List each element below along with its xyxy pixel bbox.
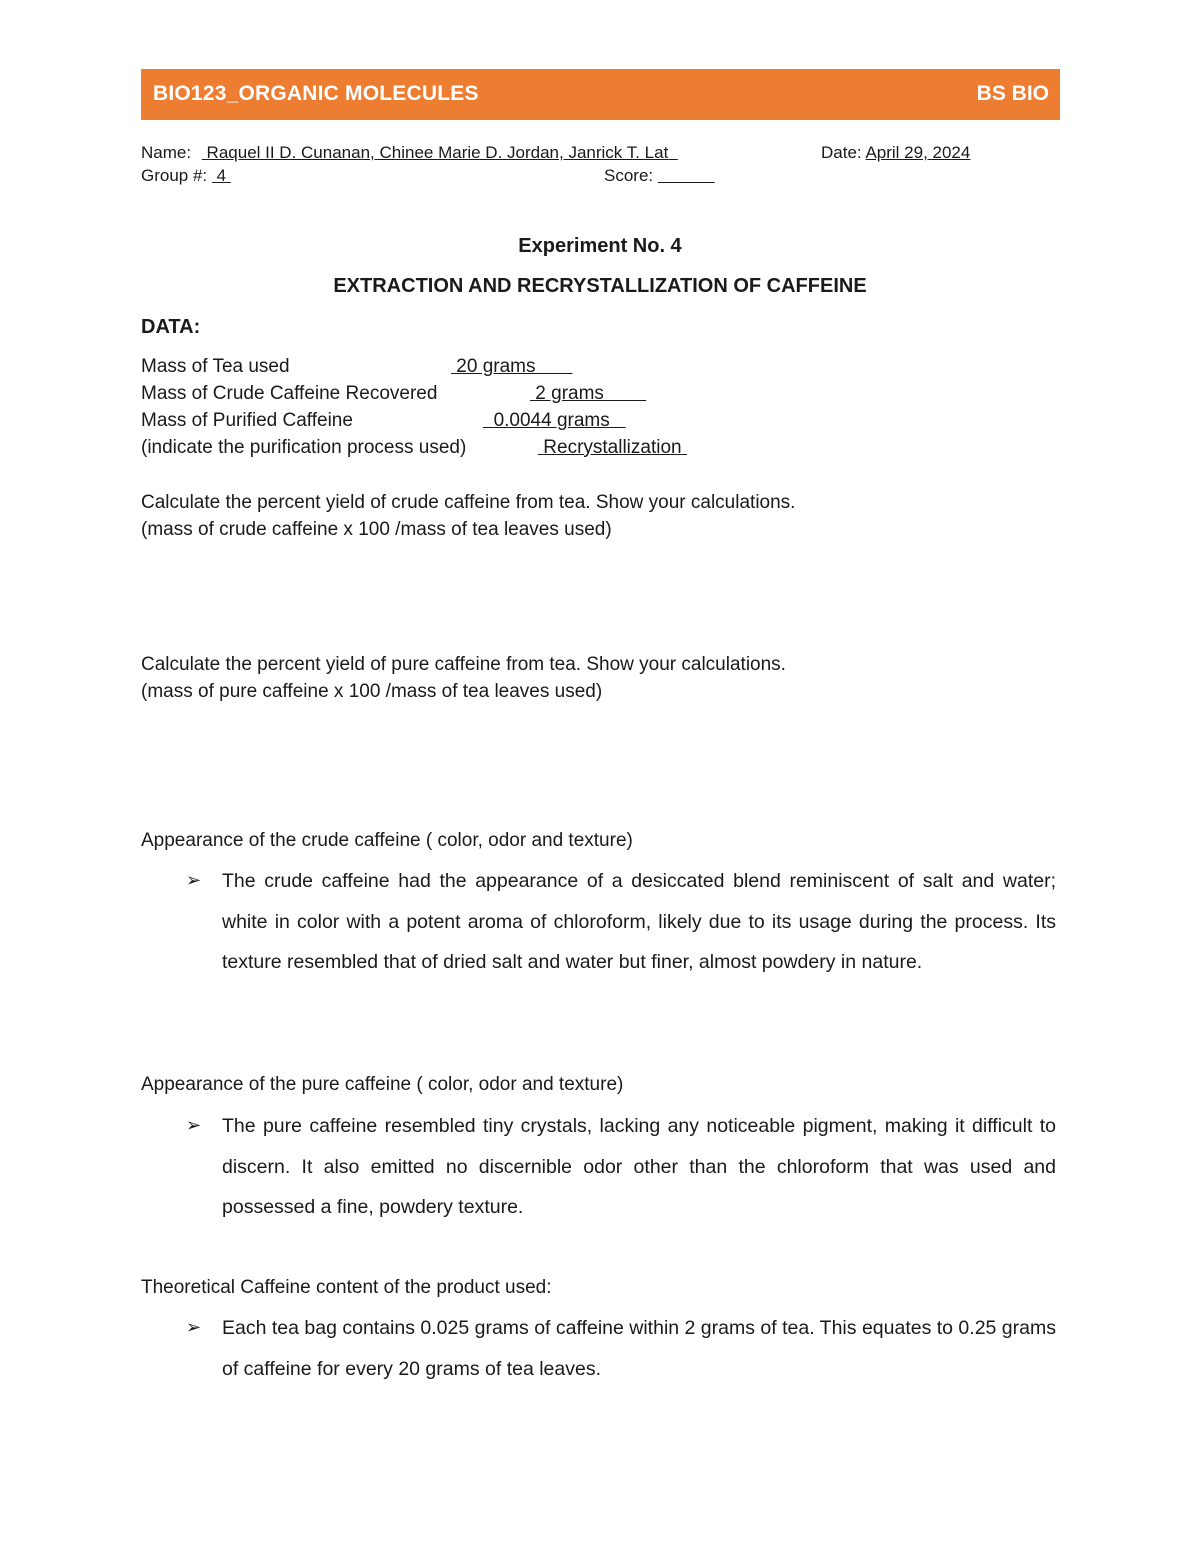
data-row-label: Mass of Crude Caffeine Recovered (141, 383, 438, 404)
pure-yield-prompt: Calculate the percent yield of pure caffeine from tea. Show your calculations. (141, 654, 786, 675)
arrow-bullet-icon: ➢ (186, 1317, 202, 1337)
data-row-label: (indicate the purification process used) (141, 437, 467, 458)
name-label: Name: (141, 143, 192, 162)
data-row-value: Recrystallization (543, 437, 682, 458)
data-row-value: 0.0044 grams (493, 410, 610, 431)
header-banner (141, 69, 1060, 120)
crude-appearance-heading: Appearance of the crude caffeine ( color, odor and texture) (141, 830, 633, 851)
data-row-value: 2 grams (535, 383, 604, 404)
date-line (821, 143, 970, 163)
course-title: BIO123_ORGANIC MOLECULES (153, 82, 479, 105)
score-label: Score: (604, 166, 654, 185)
theoretical-answer: Each tea bag contains 0.025 grams of caffeine within 2 grams of tea. This equates to 0.25 grams of caffeine for every 20 grams of tea leaves. (222, 1317, 1056, 1380)
pure-yield-formula: (mass of pure caffeine x 100 /mass of tea leaves used) (141, 681, 603, 702)
data-row-value: 20 grams (456, 356, 536, 377)
theoretical-bullet (186, 1308, 1056, 1389)
date-value: April 29, 2024 (865, 143, 971, 162)
data-row-label: Mass of Tea used (141, 356, 290, 377)
crude-yield-prompt: Calculate the percent yield of crude caffeine from tea. Show your calculations. (141, 492, 796, 513)
experiment-number: Experiment No. 4 (518, 235, 682, 257)
crude-appearance-bullet (186, 861, 1056, 983)
pure-appearance-answer: The pure caffeine resembled tiny crystals, lacking any noticeable pigment, making it difficult to discern. It also emitted no discernible odor other than the chloroform that was used and possessed a fine, powdery texture. (222, 1115, 1056, 1218)
data-heading: DATA: (141, 316, 201, 338)
score-value (658, 166, 715, 185)
group-value: 4 (216, 166, 227, 185)
score-line (604, 166, 715, 186)
pure-appearance-bullet (186, 1106, 1056, 1228)
group-label: Group #: (141, 166, 208, 185)
theoretical-heading: Theoretical Caffeine content of the product used: (141, 1277, 552, 1298)
date-label: Date: (821, 143, 862, 162)
arrow-bullet-icon: ➢ (186, 1115, 202, 1135)
crude-yield-formula: (mass of crude caffeine x 100 /mass of tea leaves used) (141, 519, 612, 540)
group-line (141, 166, 231, 186)
program-label: BS BIO (976, 82, 1049, 105)
data-row-label: Mass of Purified Caffeine (141, 410, 353, 431)
arrow-bullet-icon: ➢ (186, 870, 202, 890)
experiment-title: EXTRACTION AND RECRYSTALLIZATION OF CAFFEINE (333, 275, 867, 297)
name-line (141, 143, 678, 163)
pure-appearance-heading: Appearance of the pure caffeine ( color, odor and texture) (141, 1074, 624, 1095)
name-value: Raquel II D. Cunanan, Chinee Marie D. Jordan, Janrick T. Lat (206, 143, 669, 162)
crude-appearance-answer: The crude caffeine had the appearance of a desiccated blend reminiscent of salt and water; white in color with a potent aroma of chloroform, likely due to its usage during the process. Its texture resembled that of dried salt and water but finer, almost powdery in nature. (222, 870, 1056, 973)
